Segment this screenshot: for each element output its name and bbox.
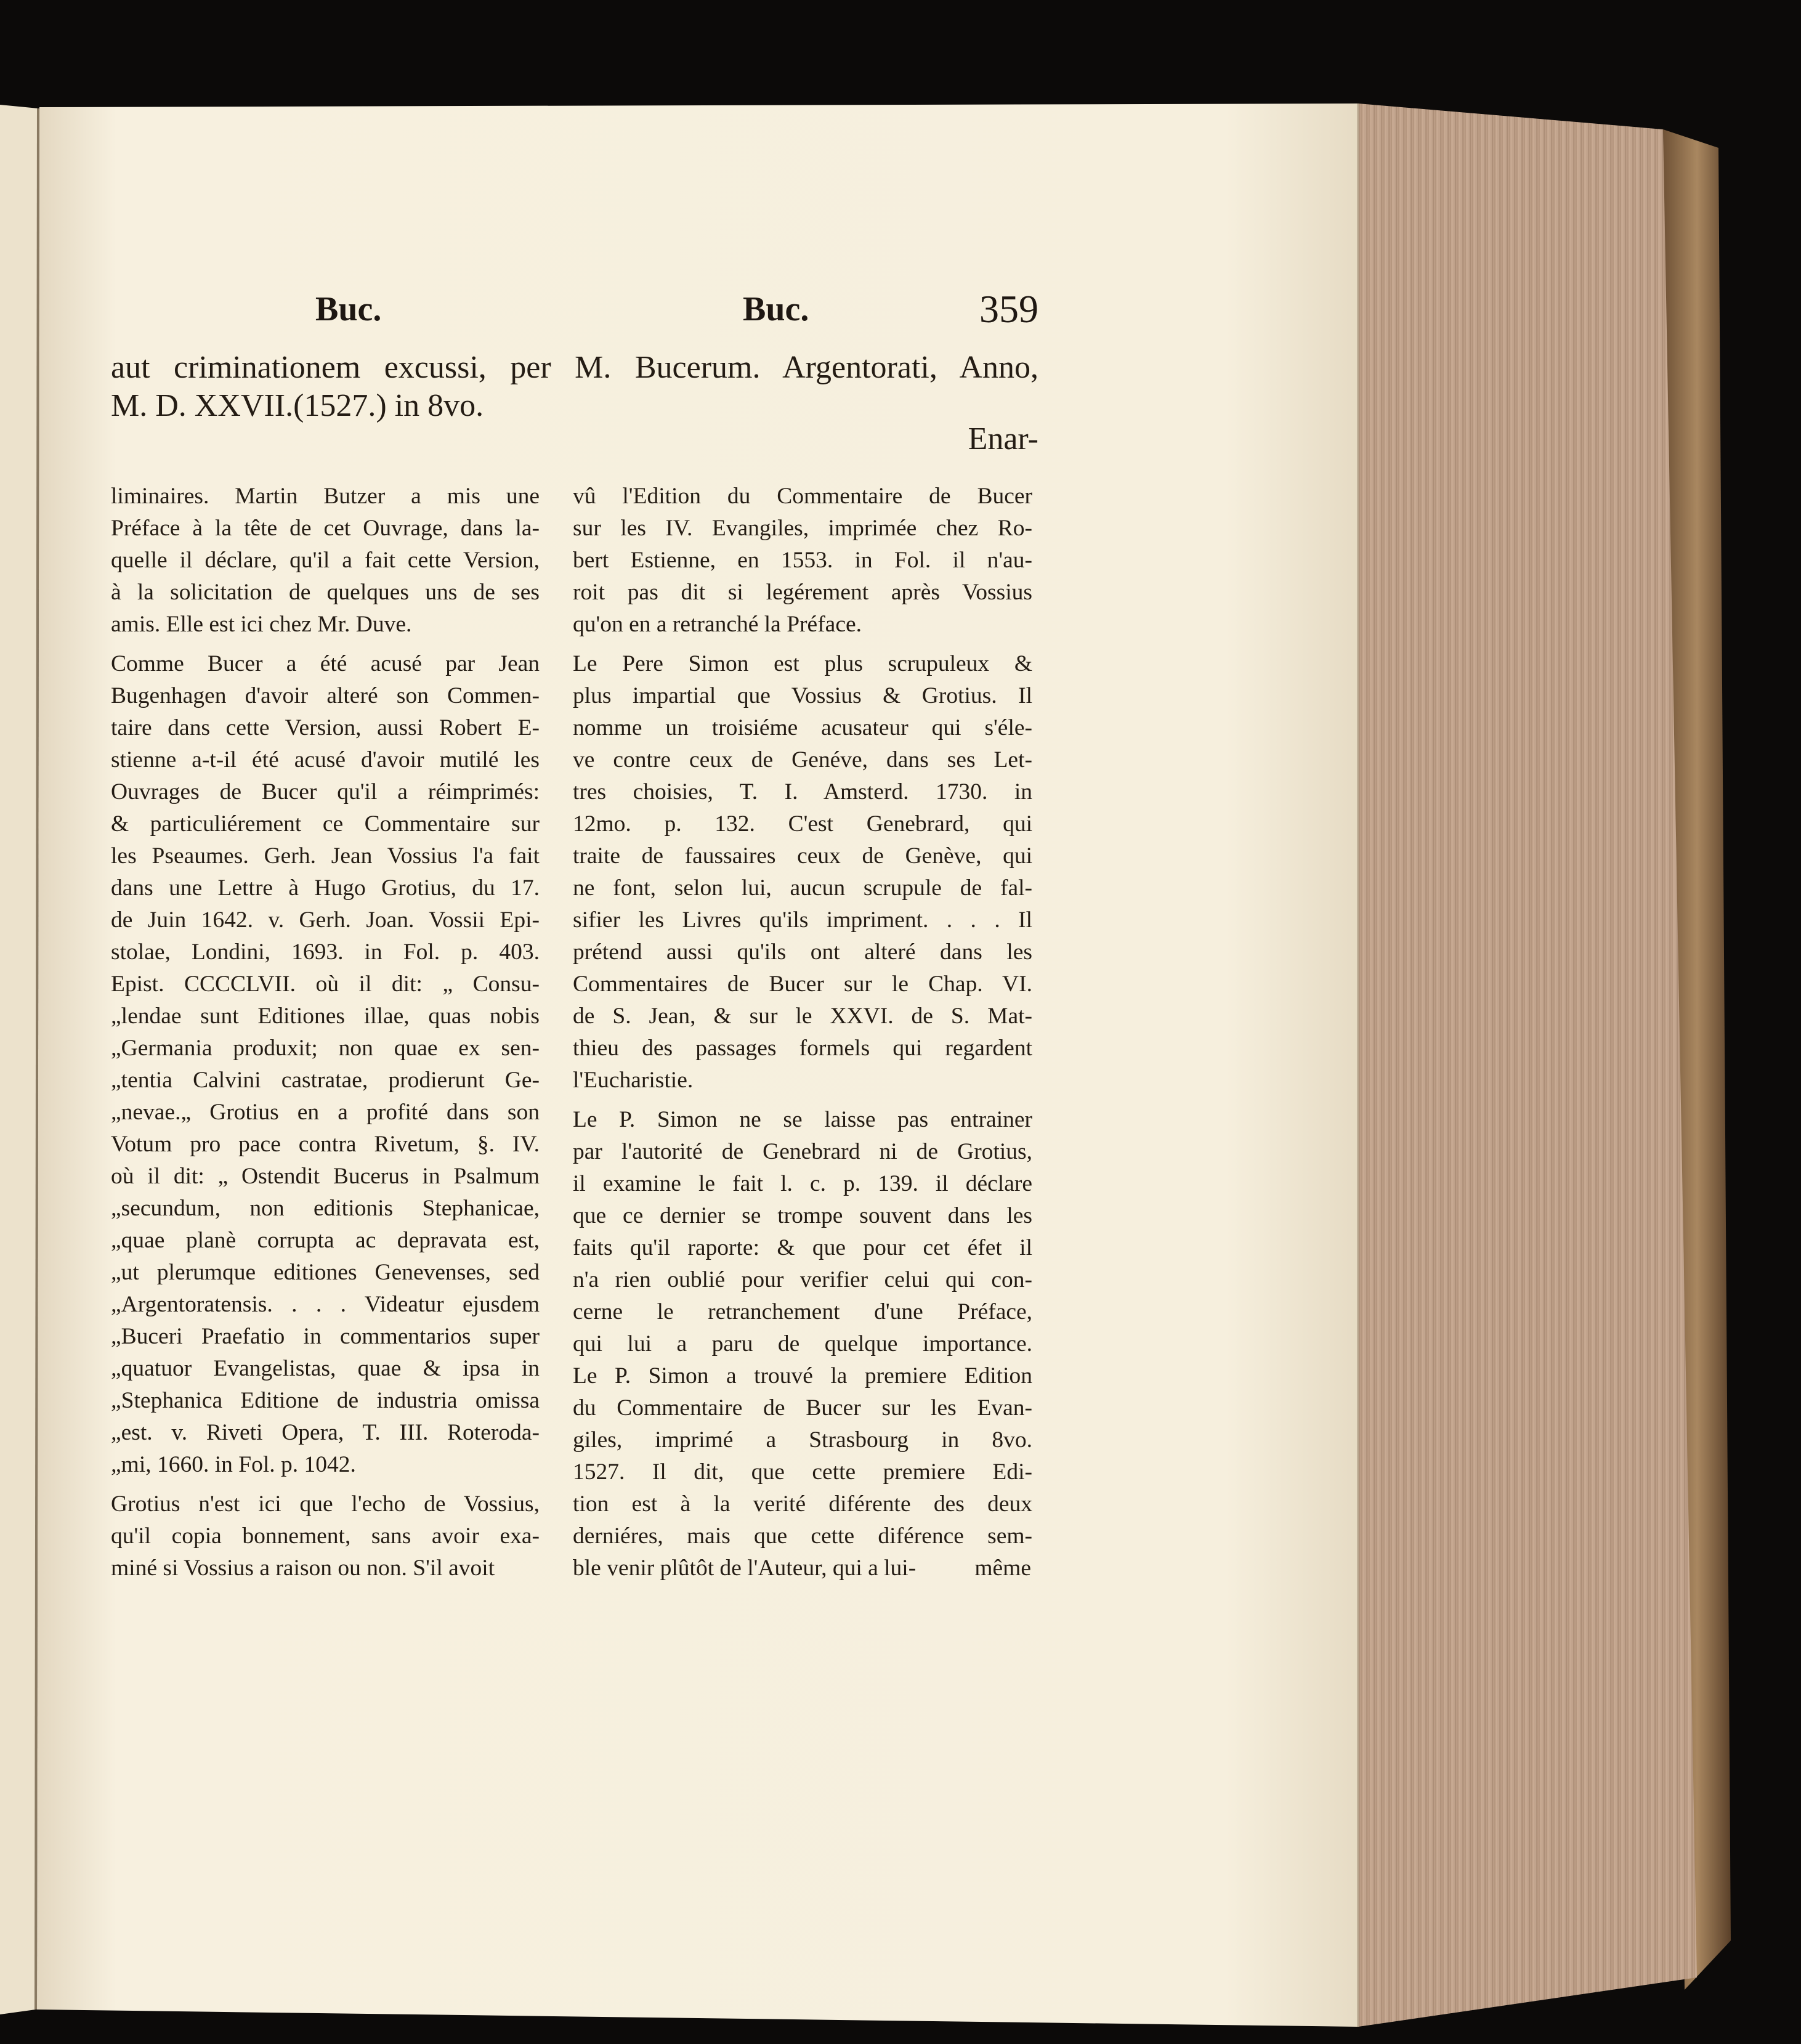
text-line: sifier les Livres qu'ils impriment. . . . Il [573, 907, 1032, 933]
text-line: l'Eucharistie. [573, 1068, 694, 1093]
text-line: plus impartial que Vossius & Grotius. Il [573, 683, 1032, 708]
paragraph-gap [573, 1097, 1032, 1104]
text-line: Ouvrages de Bucer qu'il a réimprimés: [111, 779, 540, 805]
page-edges-block [1358, 103, 1697, 2027]
text-line: & particuliérement ce Commentaire sur [111, 811, 540, 837]
text-line: tres choisies, T. I. Amsterd. 1730. in [573, 779, 1032, 805]
text-line: Commentaires de Bucer sur le Chap. VI. [573, 971, 1032, 997]
text-line: roit pas dit si legérement après Vossius [573, 580, 1032, 605]
text-line: „quatuor Evangelistas, quae & ipsa in [111, 1356, 540, 1381]
text-line: Votum pro pace contra Rivetum, §. IV. [111, 1132, 540, 1157]
text-line: „nevae.„ Grotius en a profité dans son [111, 1100, 540, 1125]
text-line: stienne a-t-il été acusé d'avoir mutilé les [111, 747, 540, 773]
text-line: „lendae sunt Editiones illae, quas nobis [111, 1004, 540, 1029]
running-header-left: Buc. [315, 290, 382, 328]
text-line: Epist. CCCCLVII. où il dit: „ Consu- [111, 971, 540, 997]
text-line: liminaires. Martin Butzer a mis une [111, 484, 540, 509]
text-line: ve contre ceux de Genéve, dans ses Let- [573, 747, 1032, 773]
text-line: giles, imprimé a Strasbourg in 8vo. [573, 1427, 1032, 1453]
right-column-text [573, 481, 1032, 1584]
text-line: les Pseaumes. Gerh. Jean Vossius l'a fait [111, 843, 540, 869]
entry-title [111, 349, 1038, 425]
title-line: M. D. XXVII.(1527.) in 8vo. [111, 388, 484, 423]
text-line: 1527. Il dit, que cette premiere Edi- [573, 1459, 1032, 1485]
text-line: amis. Elle est ici chez Mr. Duve. [111, 612, 412, 637]
catchword-top: Enar- [968, 421, 1038, 456]
text-line: quelle il déclare, qu'il a fait cette Version, [111, 548, 540, 573]
text-line: du Commentaire de Bucer sur les Evan- [573, 1395, 1032, 1421]
text-line: miné si Vossius a raison ou non. S'il avoit [111, 1555, 495, 1581]
text-line: „est. v. Riveti Opera, T. III. Roteroda- [111, 1420, 540, 1445]
text-line: de Juin 1642. v. Gerh. Joan. Vossii Epi- [111, 907, 540, 933]
text-line: n'a rien oublié pour verifier celui qui con- [573, 1267, 1032, 1292]
title-line: aut criminationem excussi, per M. Bucerum. Argentorati, Anno, [111, 350, 1038, 385]
text-line: par l'autorité de Genebrard ni de Grotius, [573, 1139, 1032, 1164]
text-line: „Stephanica Editione de industria omissa [111, 1388, 540, 1413]
text-line: traite de faussaires ceux de Genève, qui [573, 843, 1032, 869]
text-line: nomme un troisiéme acusateur qui s'éle- [573, 715, 1032, 740]
text-line: ne font, selon lui, aucun scrupule de fal- [573, 875, 1032, 901]
paragraph-gap [111, 1481, 540, 1488]
text-line: 12mo. p. 132. C'est Genebrard, qui [573, 811, 1032, 837]
text-line: qui lui a paru de quelque importance. [573, 1331, 1032, 1357]
text-line: derniéres, mais que cette diférence sem- [573, 1523, 1032, 1549]
text-line: à la solicitation de quelques uns de ses [111, 580, 540, 605]
text-line: qu'il copia bonnement, sans avoir exa- [111, 1523, 540, 1549]
text-line: Le Pere Simon est plus scrupuleux & [573, 651, 1032, 676]
text-line: „Argentoratensis. . . . Videatur ejusdem [111, 1292, 540, 1317]
paragraph-gap [573, 641, 1032, 648]
text-line: Grotius n'est ici que l'echo de Vossius, [111, 1491, 540, 1517]
text-line: faits qu'il raporte: & que pour cet éfet il [573, 1235, 1032, 1260]
text-line: cerne le retranchement d'une Préface, [573, 1299, 1032, 1324]
text-line: „Buceri Praefatio in commentarios super [111, 1324, 540, 1349]
text-line: taire dans cette Version, aussi Robert E- [111, 715, 540, 740]
text-line: dans une Lettre à Hugo Grotius, du 17. [111, 875, 540, 901]
text-line: „mi, 1660. in Fol. p. 1042. [111, 1452, 356, 1477]
left-column-text [111, 481, 540, 1584]
text-line: Comme Bucer a été acusé par Jean [111, 651, 540, 676]
text-line: prétend aussi qu'ils ont alteré dans les [573, 939, 1032, 965]
text-line: „secundum, non editionis Stephanicae, [111, 1196, 540, 1221]
catchword-bottom: même [974, 1555, 1031, 1581]
text-line: sur les IV. Evangiles, imprimée chez Ro- [573, 516, 1032, 541]
text-line: ble venir plûtôt de l'Auteur, qui a lui- [573, 1555, 917, 1581]
page-number: 359 [979, 287, 1038, 331]
paragraph-gap [111, 641, 540, 648]
text-line: que ce dernier se trompe souvent dans les [573, 1203, 1032, 1228]
text-line: „tentia Calvini castratae, prodierunt Ge- [111, 1068, 540, 1093]
text-line: vû l'Edition du Commentaire de Bucer [573, 484, 1032, 509]
text-line: Préface à la tête de cet Ouvrage, dans la- [111, 516, 540, 541]
text-line: „Germania produxit; non quae ex sen- [111, 1036, 540, 1061]
text-line: de S. Jean, & sur le XXVI. de S. Mat- [573, 1004, 1032, 1029]
running-header-center: Buc. [743, 290, 809, 328]
text-line: Le P. Simon ne se laisse pas entrainer [573, 1107, 1032, 1132]
facing-page-sliver [0, 105, 38, 2014]
text-line: thieu des passages formels qui regardent [573, 1036, 1032, 1061]
text-line: Bugenhagen d'avoir alteré son Commen- [111, 683, 540, 708]
text-line: Le P. Simon a trouvé la premiere Edition [573, 1363, 1032, 1389]
text-line: où il dit: „ Ostendit Bucerus in Psalmum [111, 1164, 540, 1189]
text-line: „quae planè corrupta ac depravata est, [111, 1228, 540, 1253]
text-line: tion est à la verité diférente des deux [573, 1491, 1032, 1517]
text-line: bert Estienne, en 1553. in Fol. il n'au- [573, 548, 1032, 573]
text-line: „ut plerumque editiones Genevenses, sed [111, 1260, 540, 1285]
text-line: stolae, Londini, 1693. in Fol. p. 403. [111, 939, 540, 965]
text-line: qu'on en a retranché la Préface. [573, 612, 862, 637]
text-line: il examine le fait l. c. p. 139. il déclare [573, 1171, 1032, 1196]
